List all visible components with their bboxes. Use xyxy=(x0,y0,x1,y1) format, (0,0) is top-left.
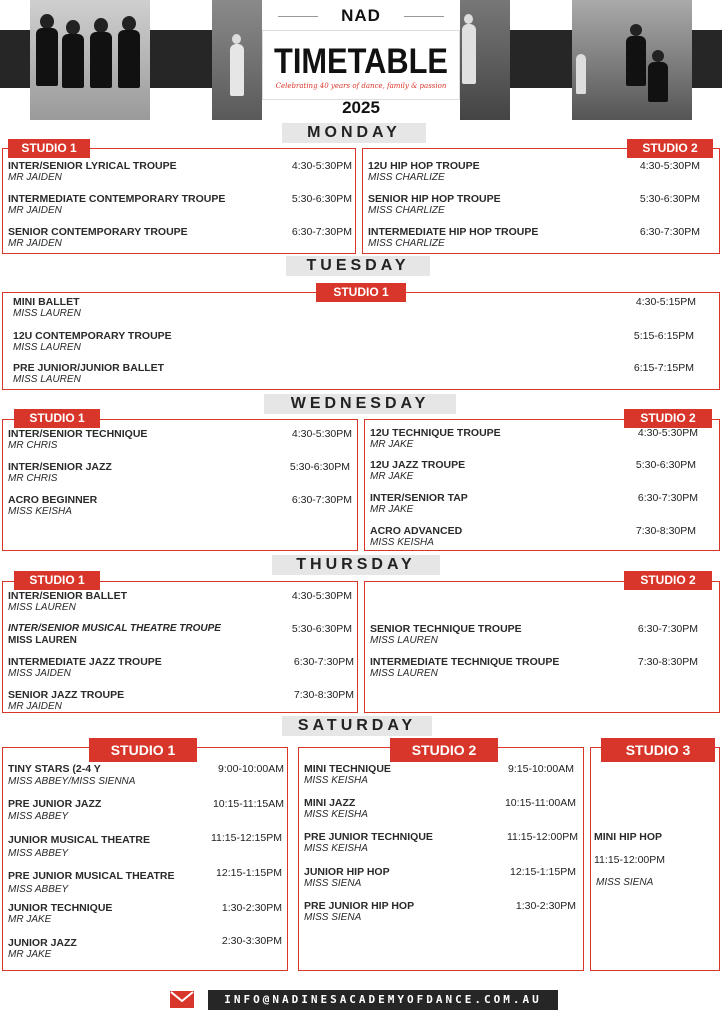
class-name: JUNIOR HIP HOP xyxy=(304,866,390,878)
class-time: 5:30-6:30PM xyxy=(291,623,352,635)
class-time: 9:15-10:00AM xyxy=(508,763,574,775)
class-teacher: MISS ABBEY xyxy=(8,848,69,859)
class-teacher: MISS LAUREN xyxy=(13,342,81,353)
mail-icon xyxy=(170,991,194,1008)
class-teacher: MISS LAUREN xyxy=(370,635,438,646)
class-name: INTER/SENIOR LYRICAL TROUPE xyxy=(8,160,177,172)
class-time: 6:30-7:30PM xyxy=(291,494,352,506)
tuesday-studio1-label: STUDIO 1 xyxy=(316,283,406,302)
class-teacher: MISS KEISHA xyxy=(304,809,368,820)
class-name: INTERMEDIATE JAZZ TROUPE xyxy=(8,656,162,668)
class-time: 5:30-6:30PM xyxy=(291,193,352,205)
class-teacher: MISS KEISHA xyxy=(8,506,72,517)
thursday-studio2-panel xyxy=(364,581,720,713)
class-name: 12U HIP HOP TROUPE xyxy=(368,160,480,172)
thursday-studio1-label: STUDIO 1 xyxy=(14,571,100,590)
day-heading-wednesday: WEDNESDAY xyxy=(264,394,456,414)
class-time: 4:30-5:30PM xyxy=(291,428,352,440)
class-name: 12U CONTEMPORARY TROUPE xyxy=(13,330,172,342)
class-name: SENIOR CONTEMPORARY TROUPE xyxy=(8,226,188,238)
class-teacher: MR JAKE xyxy=(370,504,414,515)
class-teacher: MISS SIENA xyxy=(304,878,362,889)
class-teacher: MISS LAUREN xyxy=(8,602,76,613)
class-teacher: MISS KEISHA xyxy=(304,775,368,786)
saturday-studio2-label: STUDIO 2 xyxy=(390,738,498,762)
class-teacher: MISS SIENA xyxy=(304,912,362,923)
class-teacher: MR JAKE xyxy=(370,439,414,450)
class-time: 1:30-2:30PM xyxy=(515,900,576,912)
brand-rule-right xyxy=(404,16,444,17)
class-teacher: MISS ABBEY xyxy=(8,811,69,822)
class-time: 1:30-2:30PM xyxy=(221,902,282,914)
class-time: 5:30-6:30PM xyxy=(639,193,700,205)
class-name: MINI HIP HOP xyxy=(594,831,663,843)
saturday-studio3-label: STUDIO 3 xyxy=(601,738,715,762)
header-photo-right xyxy=(572,0,692,120)
header xyxy=(0,0,722,120)
class-name: INTER/SENIOR MUSICAL THEATRE TROUPE xyxy=(8,623,221,634)
class-name: JUNIOR JAZZ xyxy=(8,937,77,949)
class-time: 2:30-3:30PM xyxy=(221,935,282,947)
class-name: MINI TECHNIQUE xyxy=(304,763,391,775)
class-time: 6:15-7:15PM xyxy=(633,362,694,374)
class-name: PRE JUNIOR JAZZ xyxy=(8,798,102,810)
class-time: 10:15-11:00AM xyxy=(504,797,576,809)
class-teacher: MISS ABBEY/MISS SIENNA xyxy=(8,776,136,787)
class-time: 4:30-5:30PM xyxy=(637,427,698,439)
class-teacher: MR JAIDEN xyxy=(8,238,62,249)
tagline: Celebrating 40 years of dance, family & passion xyxy=(275,82,447,90)
class-time: 7:30-8:30PM xyxy=(635,525,696,537)
day-heading-thursday: THURSDAY xyxy=(272,555,440,575)
class-time: 11:15-12:15PM xyxy=(210,832,282,844)
year: 2025 xyxy=(342,98,380,117)
page-title: TIMETABLE xyxy=(274,42,448,81)
wednesday-studio2-label: STUDIO 2 xyxy=(624,409,712,428)
class-time: 6:30-7:30PM xyxy=(637,492,698,504)
class-time: 11:15-12:00PM xyxy=(506,831,578,843)
class-teacher: MISS LAUREN xyxy=(8,635,77,646)
class-teacher: MR JAKE xyxy=(8,949,52,960)
class-time: 6:30-7:30PM xyxy=(637,623,698,635)
wednesday-studio1-label: STUDIO 1 xyxy=(14,409,100,428)
day-heading-monday: MONDAY xyxy=(282,123,426,143)
class-name: PRE JUNIOR MUSICAL THEATRE xyxy=(8,870,175,882)
class-name: 12U JAZZ TROUPE xyxy=(370,459,466,471)
class-name: SENIOR JAZZ TROUPE xyxy=(8,689,125,701)
class-name: SENIOR TECHNIQUE TROUPE xyxy=(370,623,522,635)
class-time: 4:30-5:30PM xyxy=(291,160,352,172)
day-heading-tuesday: TUESDAY xyxy=(286,256,430,276)
class-time: 6:30-7:30PM xyxy=(291,226,352,238)
class-teacher: MISS KEISHA xyxy=(304,843,368,854)
brand-logo: NAD xyxy=(341,6,381,25)
class-time: 9:00-10:00AM xyxy=(218,763,284,775)
class-teacher: MISS CHARLIZE xyxy=(368,238,445,249)
class-time: 4:30-5:30PM xyxy=(639,160,700,172)
contact-email[interactable]: INFO@NADINESACADEMYOFDANCE.COM.AU xyxy=(208,990,558,1010)
class-name: MINI BALLET xyxy=(13,296,80,308)
class-name: PRE JUNIOR HIP HOP xyxy=(304,900,415,912)
class-time: 5:30-6:30PM xyxy=(635,459,696,471)
class-time: 5:30-6:30PM xyxy=(289,461,350,473)
class-name: INTERMEDIATE CONTEMPORARY TROUPE xyxy=(8,193,226,205)
class-teacher: MR JAKE xyxy=(370,471,414,482)
class-teacher: MISS ABBEY xyxy=(8,884,69,895)
header-photo-center-right xyxy=(460,0,510,120)
day-heading-saturday: SATURDAY xyxy=(282,716,432,736)
class-name: INTER/SENIOR BALLET xyxy=(8,590,128,602)
class-name: INTER/SENIOR TECHNIQUE xyxy=(8,428,148,440)
class-teacher: MR CHRIS xyxy=(8,473,58,484)
class-name: MINI JAZZ xyxy=(304,797,356,809)
class-teacher: MR JAIDEN xyxy=(8,172,62,183)
class-name: JUNIOR MUSICAL THEATRE xyxy=(8,834,150,846)
monday-studio2-label: STUDIO 2 xyxy=(627,139,713,158)
footer xyxy=(170,990,560,1010)
class-name: JUNIOR TECHNIQUE xyxy=(8,902,113,914)
class-teacher: MISS CHARLIZE xyxy=(368,172,445,183)
class-name: INTER/SENIOR TAP xyxy=(370,492,468,504)
class-time: 7:30-8:30PM xyxy=(293,689,354,701)
class-teacher: MR JAIDEN xyxy=(8,701,62,712)
class-name: PRE JUNIOR TECHNIQUE xyxy=(304,831,433,843)
class-teacher: MR CHRIS xyxy=(8,440,58,451)
class-name: 12U TECHNIQUE TROUPE xyxy=(370,427,501,439)
class-teacher: MISS JAIDEN xyxy=(8,668,71,679)
class-teacher: MR JAIDEN xyxy=(8,205,62,216)
class-teacher: MISS KEISHA xyxy=(370,537,434,548)
class-time: 4:30-5:15PM xyxy=(635,296,696,308)
class-name: INTER/SENIOR JAZZ xyxy=(8,461,112,473)
thursday-studio2-label: STUDIO 2 xyxy=(624,571,712,590)
class-name: TINY STARS (2-4 Y xyxy=(8,763,101,775)
class-name: PRE JUNIOR/JUNIOR BALLET xyxy=(13,362,165,374)
class-time: 12:15-1:15PM xyxy=(216,867,282,879)
class-time: 10:15-11:15AM xyxy=(212,798,284,810)
class-name: ACRO BEGINNER xyxy=(8,494,98,506)
brand-rule-left xyxy=(278,16,318,17)
class-time: 11:15-12:00PM xyxy=(594,854,666,866)
class-name: SENIOR HIP HOP TROUPE xyxy=(368,193,501,205)
class-teacher: MISS LAUREN xyxy=(13,374,81,385)
class-teacher: MISS LAUREN xyxy=(370,668,438,679)
class-time: 6:30-7:30PM xyxy=(639,226,700,238)
class-time: 6:30-7:30PM xyxy=(293,656,354,668)
class-teacher: MR JAKE xyxy=(8,914,52,925)
class-teacher: MISS CHARLIZE xyxy=(368,205,445,216)
class-time: 12:15-1:15PM xyxy=(510,866,576,878)
class-name: INTERMEDIATE TECHNIQUE TROUPE xyxy=(370,656,560,668)
class-time: 5:15-6:15PM xyxy=(633,330,694,342)
class-time: 7:30-8:30PM xyxy=(637,656,698,668)
header-photo-left xyxy=(30,0,150,120)
header-photo-center-left xyxy=(212,0,262,120)
saturday-studio1-label: STUDIO 1 xyxy=(89,738,197,762)
class-teacher: MISS LAUREN xyxy=(13,308,81,319)
class-name: ACRO ADVANCED xyxy=(370,525,463,537)
class-name: INTERMEDIATE HIP HOP TROUPE xyxy=(368,226,539,238)
class-time: 4:30-5:30PM xyxy=(291,590,352,602)
monday-studio1-label: STUDIO 1 xyxy=(8,139,90,158)
class-teacher: MISS SIENA xyxy=(596,877,654,888)
